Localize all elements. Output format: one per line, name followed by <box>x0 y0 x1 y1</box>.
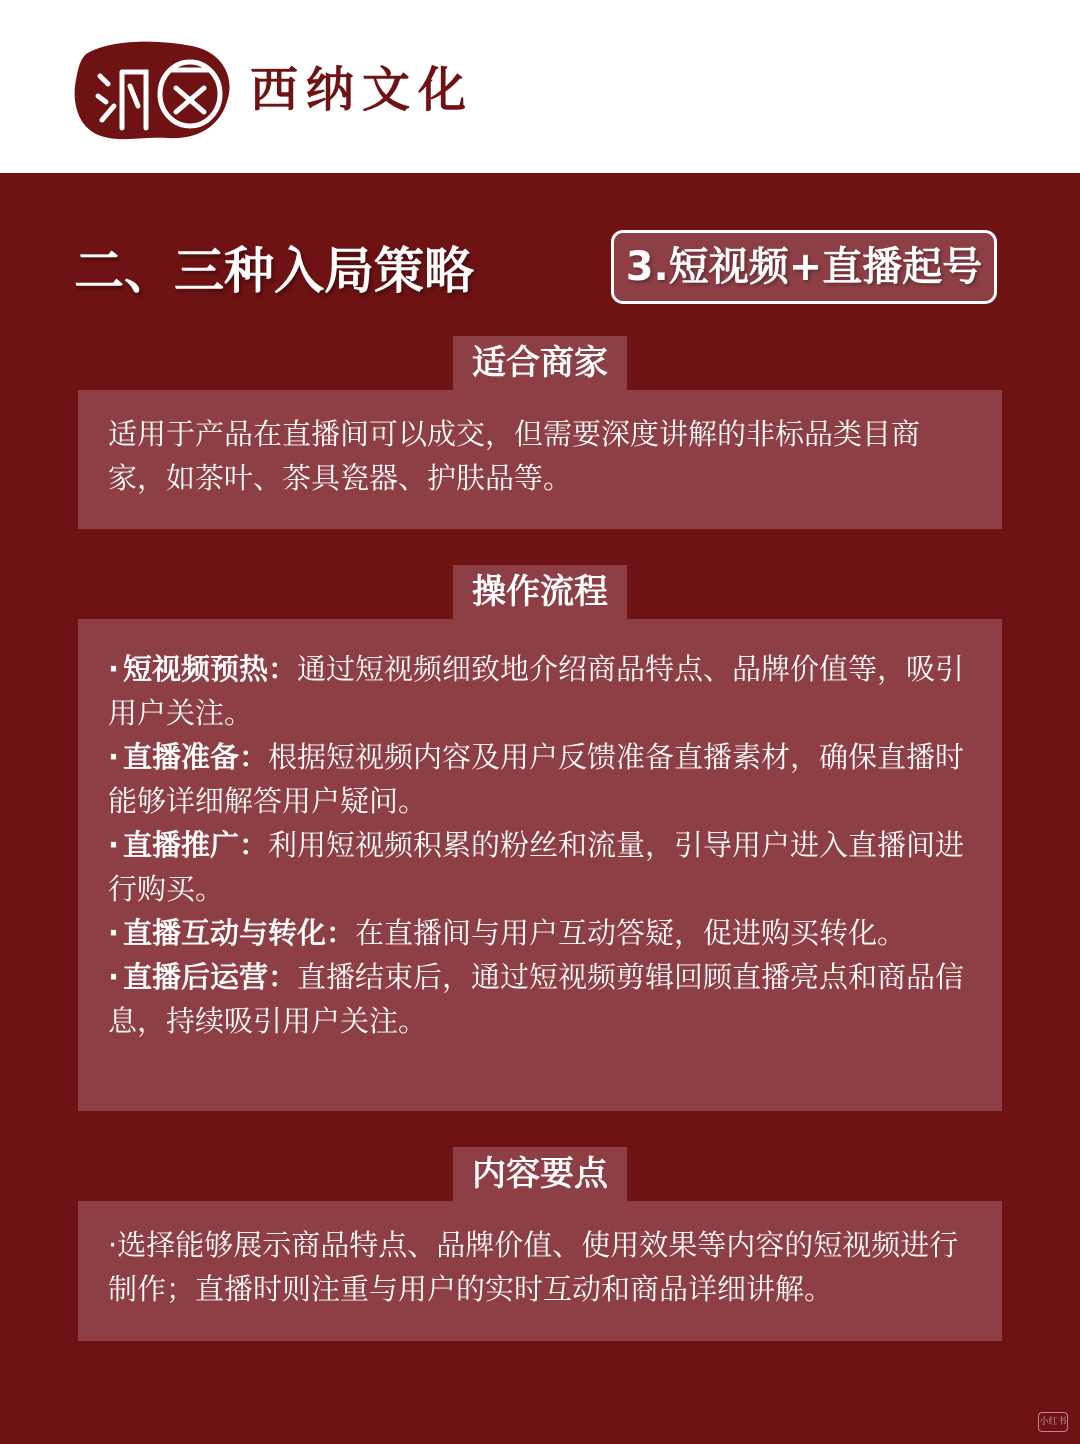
content-text: ·选择能够展示商品特点、品牌价值、使用效果等内容的短视频进行制作；直播时则注重与用户的实时互动和商品详细讲解。 <box>108 1228 959 1306</box>
brand-seal-logo <box>72 36 234 144</box>
step-text: 直播结束后，通过短视频剪辑回顾直播亮点和商品信息，持续吸引用户关注。 <box>108 960 965 1038</box>
step-label: 短视频预热： <box>123 652 298 686</box>
step-text: 利用短视频积累的粉丝和流量，引导用户进入直播间进行购买。 <box>108 828 965 906</box>
merchants-text: 适用于产品在直播间可以成交，但需要深度讲解的非标品类目商家，如茶叶、茶具瓷器、护肤品等。 <box>108 417 921 495</box>
section-label-process: 操作流程 <box>453 565 627 619</box>
process-step <box>108 735 974 823</box>
step-bullet: · <box>108 960 120 994</box>
watermark: 小红书 <box>1038 1412 1068 1432</box>
merchants-panel <box>78 390 1002 529</box>
step-text: 通过短视频细致地介绍商品特点、品牌价值等，吸引用户关注。 <box>108 652 965 730</box>
step-bullet: · <box>108 740 120 774</box>
section-label-content: 内容要点 <box>453 1147 627 1201</box>
process-step <box>108 647 974 735</box>
step-bullet: · <box>108 828 120 862</box>
step-bullet: · <box>108 652 120 686</box>
step-text: 在直播间与用户互动答疑，促进购买转化。 <box>355 916 907 950</box>
step-label: 直播后运营： <box>123 960 298 994</box>
process-panel <box>78 619 1002 1111</box>
page-title: 二、三种入局策略 <box>74 242 474 300</box>
section-label-merchants: 适合商家 <box>453 336 627 390</box>
strategy-badge: 3.短视频+直播起号 <box>611 230 997 304</box>
process-step <box>108 911 974 955</box>
process-step <box>108 955 974 1043</box>
brand-name: 西纳文化 <box>250 62 475 118</box>
step-label: 直播互动与转化： <box>123 916 356 950</box>
step-bullet: · <box>108 916 120 950</box>
content-panel <box>78 1201 1002 1341</box>
step-label: 直播准备： <box>123 740 269 774</box>
process-step <box>108 823 974 911</box>
step-text: 根据短视频内容及用户反馈准备直播素材，确保直播时能够详细解答用户疑问。 <box>108 740 965 818</box>
header-bar <box>0 0 1080 173</box>
step-label: 直播推广： <box>123 828 269 862</box>
